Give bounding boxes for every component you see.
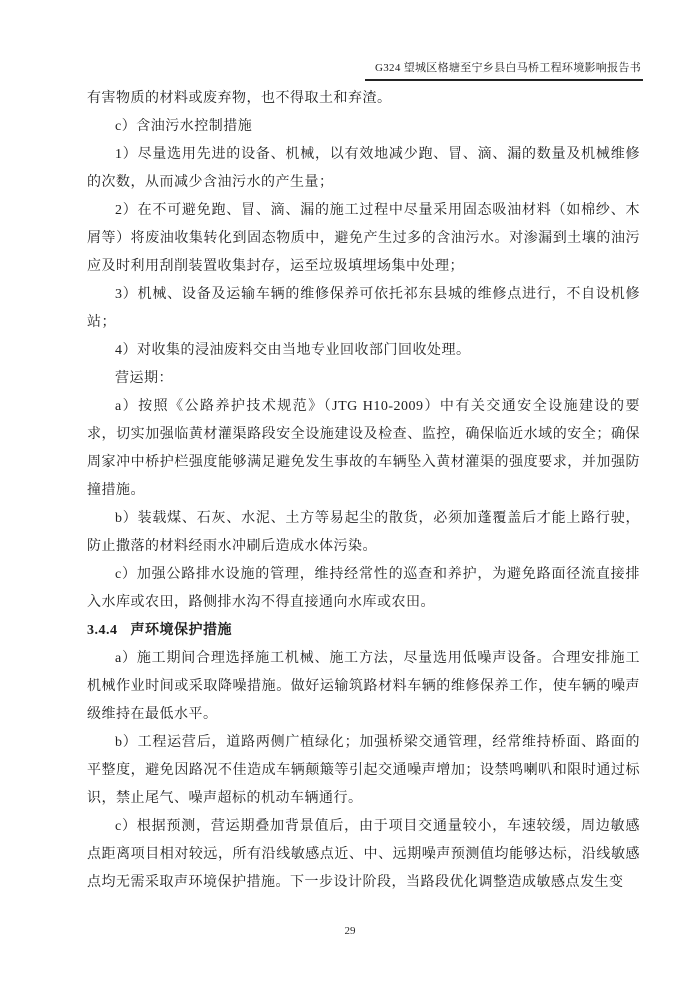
section-title: 声环境保护措施 xyxy=(130,623,232,638)
report-header-title: G324 望城区格塘至宁乡县白马桥工程环境影响报告书 xyxy=(365,59,643,81)
paragraph: b）装载煤、石灰、水泥、土方等易起尘的散货，必须加蓬覆盖后才能上路行驶，防止撒落的材料经雨水冲刷后造成水体污染。 xyxy=(87,511,640,554)
paragraph: c）根据预测，营运期叠加背景值后，由于项目交通量较小，车速较缓，周边敏感点距离项目相对较远，所有沿线敏感点近、中、远期噪声预测值均能够达标，沿线敏感点均无需采取声环境保护措施。下一步设计阶段，当路段优化调整造成敏感点发生变 xyxy=(87,819,640,890)
paragraph: a）按照《公路养护技术规范》（JTG H10-2009）中有关交通安全设施建设的要求，切实加强临黄材灌渠路段安全设施建设及检查、监控，确保临近水域的安全；确保周家冲中桥护栏强度能够满足避免发生事故的车辆坠入黄材灌渠的强度要求，并加强防撞措施。 xyxy=(87,399,640,498)
paragraph: c）加强公路排水设施的管理，维持经常性的巡查和养护，为避免路面径流直接排入水库或农田，路侧排水沟不得直接通向水库或农田。 xyxy=(87,567,640,610)
section-heading xyxy=(87,617,640,645)
paragraph: c）含油污水控制措施 xyxy=(115,119,253,134)
section-number: 3.4.4 xyxy=(87,623,118,638)
paragraph: 4）对收集的浸油废料交由当地专业回收部门回收处理。 xyxy=(115,343,471,358)
page-header xyxy=(0,58,643,81)
page-footer xyxy=(0,921,700,939)
document-body xyxy=(87,85,640,897)
paragraph: 营运期： xyxy=(115,371,173,386)
page-number: 29 xyxy=(344,925,356,937)
paragraph: a）施工期间合理选择施工机械、施工方法，尽量选用低噪声设备。合理安排施工机械作业时间或采取降噪措施。做好运输筑路材料车辆的维修保养工作，使车辆的噪声级维持在最低水平。 xyxy=(87,651,640,722)
paragraph-continuation: 有害物质的材料或废弃物，也不得取土和弃渣。 xyxy=(87,91,392,106)
paragraph: 1）尽量选用先进的设备、机械，以有效地减少跑、冒、滴、漏的数量及机械维修的次数，从而减少含油污水的产生量； xyxy=(87,147,640,190)
paragraph: b）工程运营后，道路两侧广植绿化；加强桥梁交通管理，经常维持桥面、路面的平整度，避免因路况不佳造成车辆颠簸等引起交通噪声增加；设禁鸣喇叭和限时通过标识，禁止尾气、噪声超标的机动车辆通行。 xyxy=(87,735,640,806)
paragraph: 2）在不可避免跑、冒、滴、漏的施工过程中尽量采用固态吸油材料（如棉纱、木屑等）将废油收集转化到固态物质中，避免产生过多的含油污水。对渗漏到土壤的油污应及时利用刮削装置收集封存，运至垃圾填埋场集中处理； xyxy=(87,203,640,274)
paragraph: 3）机械、设备及运输车辆的维修保养可依托祁东县城的维修点进行，不自设机修站； xyxy=(87,287,640,330)
